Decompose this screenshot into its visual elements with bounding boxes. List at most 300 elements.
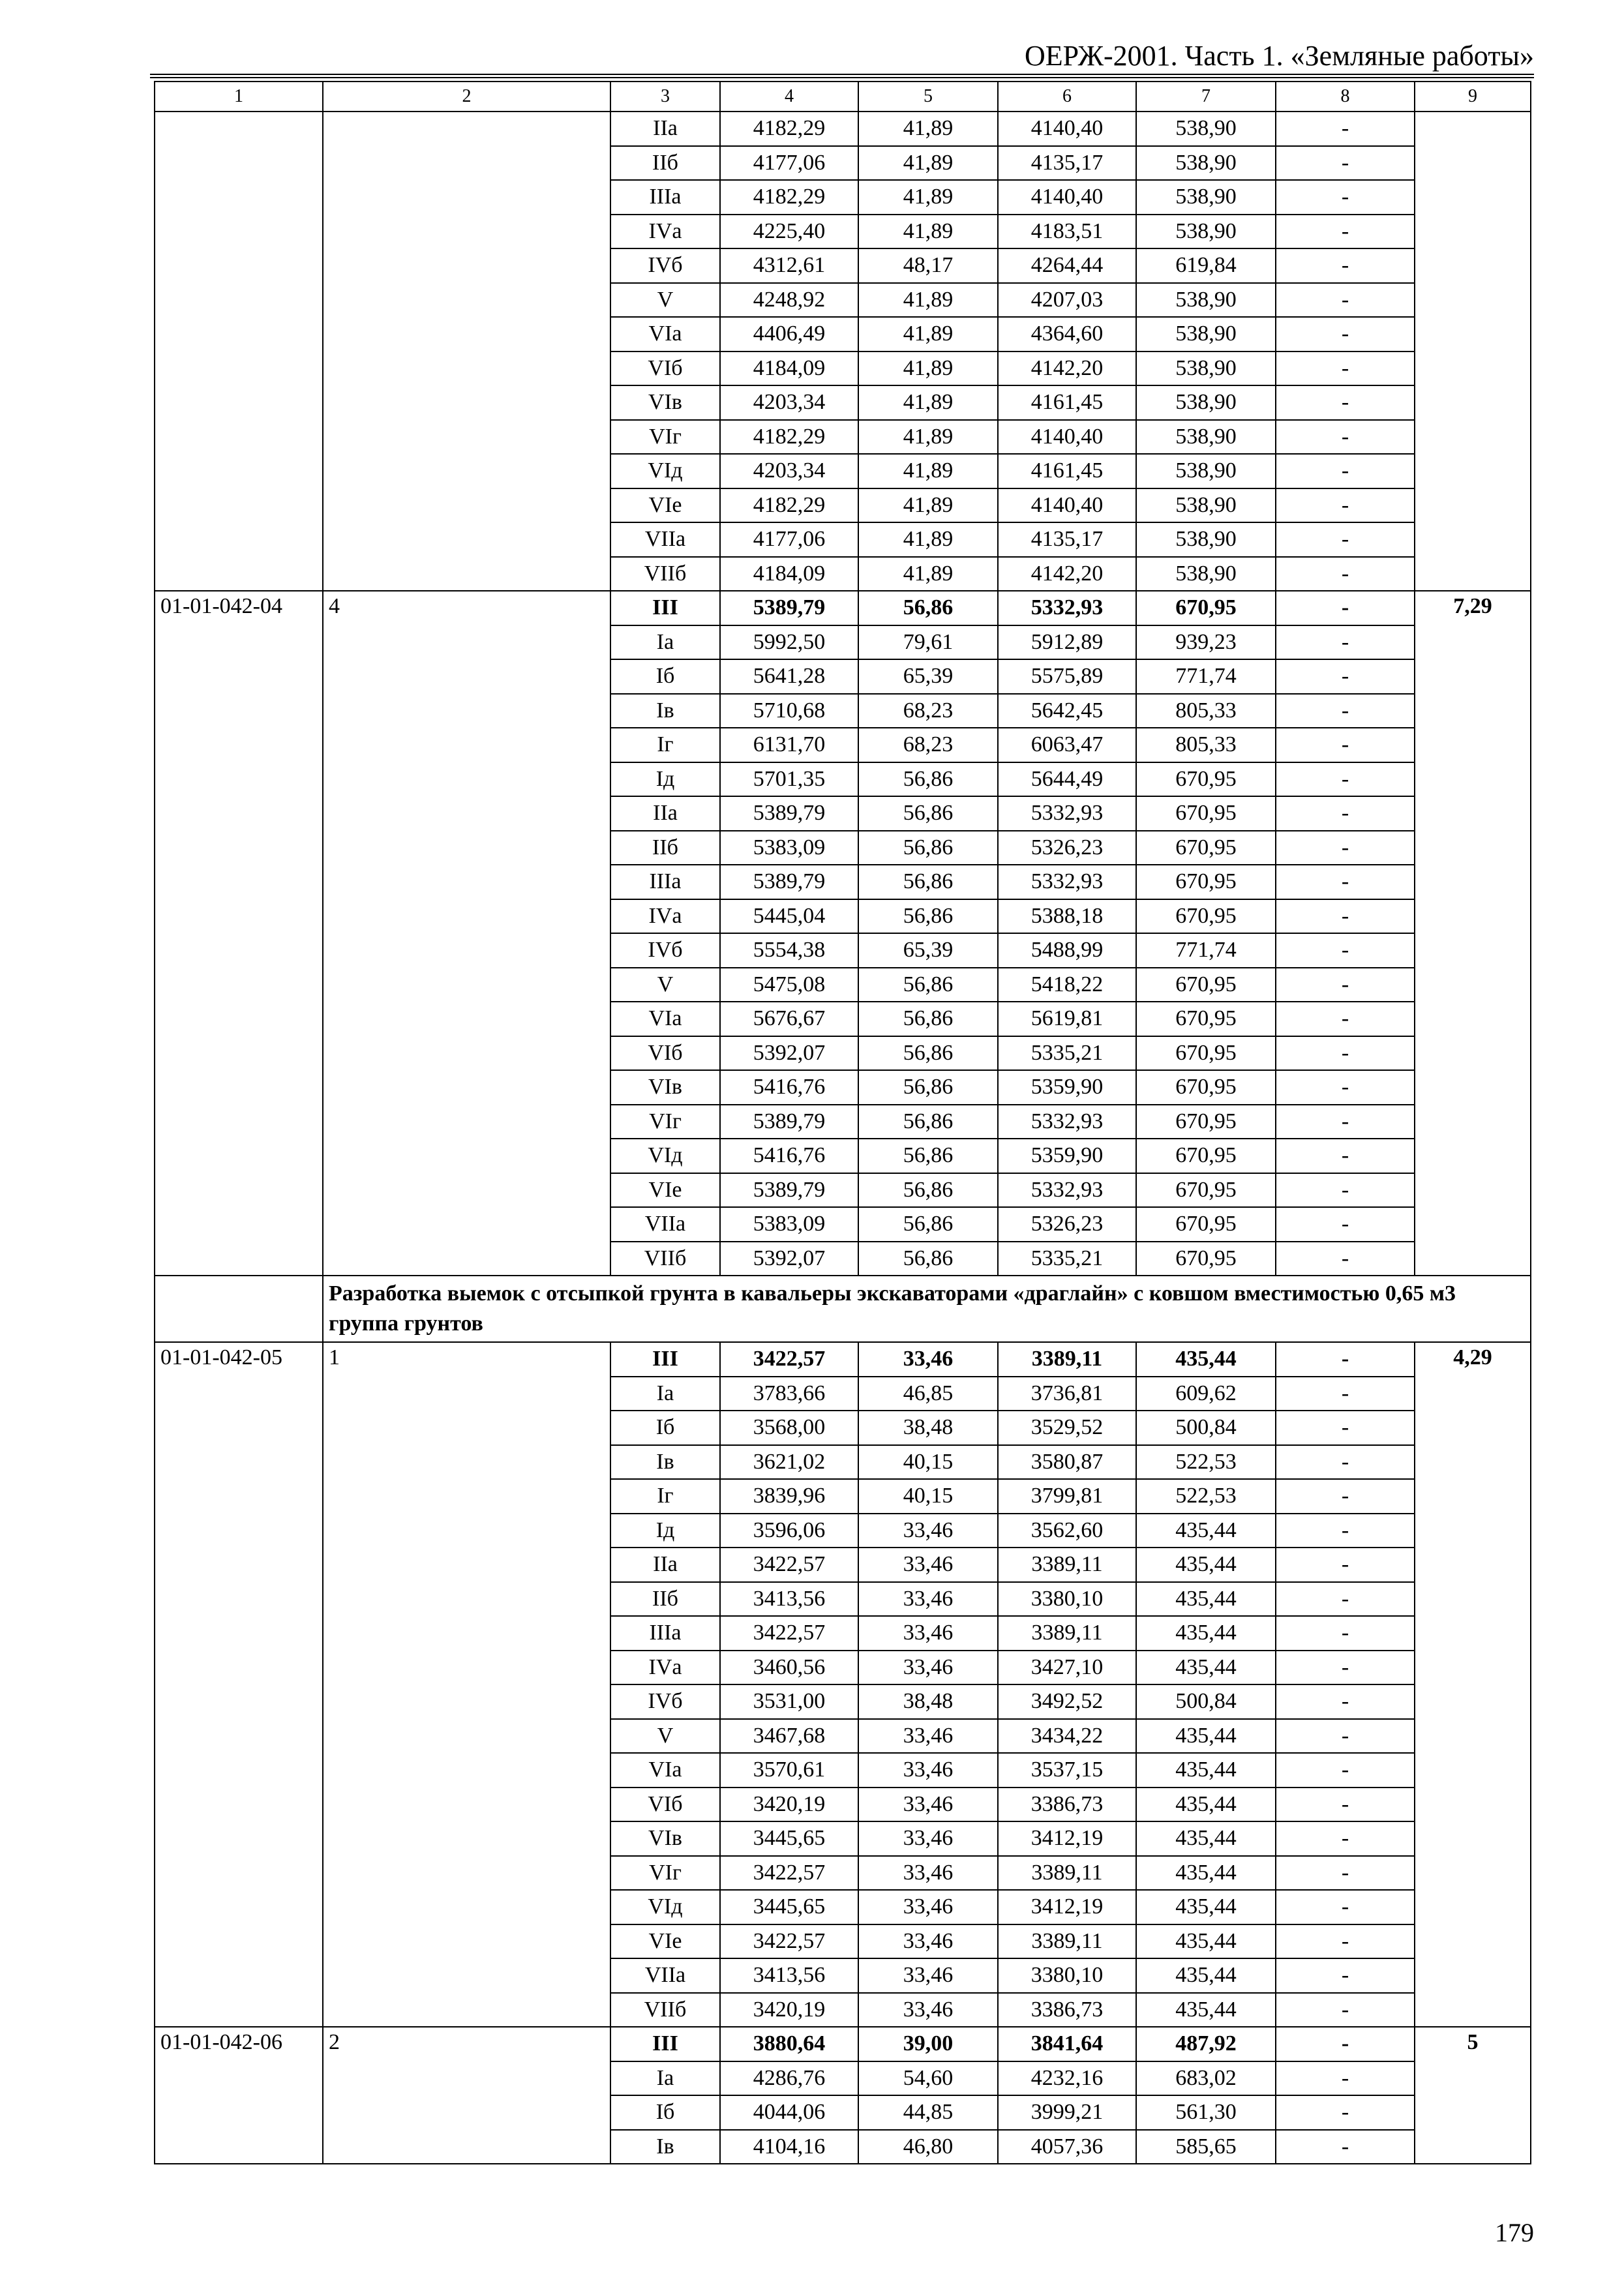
value-cell: 435,44: [1136, 1651, 1276, 1685]
value-cell: 4207,03: [998, 283, 1136, 318]
value-cell: -: [1276, 454, 1415, 488]
region-zone-cell: Iв: [610, 694, 720, 728]
region-zone-cell: VIIб: [610, 1242, 720, 1276]
value-cell: -: [1276, 968, 1415, 1002]
value-cell: 56,86: [858, 1173, 998, 1208]
value-cell: 771,74: [1136, 659, 1276, 694]
value-cell: 5392,07: [720, 1242, 858, 1276]
value-cell: 4184,09: [720, 557, 858, 591]
value-cell: 4057,36: [998, 2130, 1136, 2164]
value-cell: 3386,73: [998, 1993, 1136, 2027]
region-zone-cell: IVб: [610, 933, 720, 968]
region-zone-cell: VIд: [610, 454, 720, 488]
value-cell: 3380,10: [998, 1958, 1136, 1993]
region-zone-cell: Iб: [610, 2095, 720, 2130]
value-cell: 65,39: [858, 933, 998, 968]
value-cell: -: [1276, 1582, 1415, 1617]
region-zone-cell: VIIа: [610, 1207, 720, 1242]
labor-cost-cell: 7,29: [1415, 591, 1531, 1276]
region-zone-cell: V: [610, 968, 720, 1002]
value-cell: -: [1276, 796, 1415, 831]
value-cell: 4182,29: [720, 180, 858, 215]
value-cell: 435,44: [1136, 1993, 1276, 2027]
value-cell: 5445,04: [720, 899, 858, 934]
value-cell: -: [1276, 1924, 1415, 1959]
region-zone-cell: V: [610, 1719, 720, 1754]
labor-cost-cell: [1415, 112, 1531, 591]
value-cell: 4264,44: [998, 248, 1136, 283]
value-cell: 68,23: [858, 694, 998, 728]
value-cell: 3529,52: [998, 1411, 1136, 1445]
value-cell: 435,44: [1136, 1788, 1276, 1822]
value-cell: 435,44: [1136, 1924, 1276, 1959]
soil-group: 2: [323, 2027, 610, 2164]
value-cell: 670,95: [1136, 591, 1276, 625]
value-cell: 4182,29: [720, 112, 858, 146]
region-zone-cell: VIа: [610, 1002, 720, 1036]
value-cell: 41,89: [858, 522, 998, 557]
value-cell: 435,44: [1136, 1753, 1276, 1788]
value-cell: 5332,93: [998, 865, 1136, 899]
value-cell: 487,92: [1136, 2027, 1276, 2061]
value-cell: 3422,57: [720, 1342, 858, 1377]
value-cell: -: [1276, 865, 1415, 899]
soil-group: 4: [323, 591, 610, 1276]
value-cell: 3467,68: [720, 1719, 858, 1754]
region-zone-cell: VIв: [610, 1070, 720, 1105]
value-cell: 56,86: [858, 1242, 998, 1276]
value-cell: 5644,49: [998, 762, 1136, 797]
value-cell: 670,95: [1136, 1173, 1276, 1208]
value-cell: -: [1276, 762, 1415, 797]
value-cell: 5392,07: [720, 1036, 858, 1071]
value-cell: 435,44: [1136, 1548, 1276, 1582]
region-zone-cell: Iб: [610, 1411, 720, 1445]
value-cell: 56,86: [858, 1207, 998, 1242]
value-cell: 4203,34: [720, 385, 858, 420]
value-cell: 609,62: [1136, 1377, 1276, 1411]
value-cell: 3596,06: [720, 1514, 858, 1548]
value-cell: -: [1276, 659, 1415, 694]
value-cell: 3621,02: [720, 1445, 858, 1480]
value-cell: 4182,29: [720, 488, 858, 523]
value-cell: 3839,96: [720, 1479, 858, 1514]
value-cell: 538,90: [1136, 146, 1276, 181]
value-cell: 4286,76: [720, 2061, 858, 2096]
value-cell: 6131,70: [720, 728, 858, 762]
value-cell: 79,61: [858, 625, 998, 660]
value-cell: 3389,11: [998, 1856, 1136, 1891]
value-cell: -: [1276, 1242, 1415, 1276]
value-cell: 5642,45: [998, 694, 1136, 728]
value-cell: -: [1276, 2027, 1415, 2061]
value-cell: 33,46: [858, 1753, 998, 1788]
value-cell: 4140,40: [998, 112, 1136, 146]
table-row: [155, 1342, 1531, 1377]
value-cell: 670,95: [1136, 1242, 1276, 1276]
value-cell: -: [1276, 1753, 1415, 1788]
value-cell: 4135,17: [998, 522, 1136, 557]
value-cell: 56,86: [858, 796, 998, 831]
value-cell: 5710,68: [720, 694, 858, 728]
column-number: 8: [1276, 82, 1415, 112]
value-cell: 538,90: [1136, 112, 1276, 146]
value-cell: -: [1276, 1719, 1415, 1754]
value-cell: -: [1276, 728, 1415, 762]
value-cell: 56,86: [858, 1105, 998, 1139]
value-cell: 48,17: [858, 248, 998, 283]
value-cell: 33,46: [858, 1616, 998, 1651]
value-cell: 5554,38: [720, 933, 858, 968]
region-zone-cell: IIIа: [610, 180, 720, 215]
value-cell: 5359,90: [998, 1139, 1136, 1173]
value-cell: 670,95: [1136, 865, 1276, 899]
value-cell: 5416,76: [720, 1139, 858, 1173]
value-cell: 4312,61: [720, 248, 858, 283]
value-cell: -: [1276, 1616, 1415, 1651]
value-cell: 435,44: [1136, 1958, 1276, 1993]
value-cell: 68,23: [858, 728, 998, 762]
value-cell: 3412,19: [998, 1890, 1136, 1924]
rate-code: 01-01-042-06: [155, 2027, 323, 2164]
value-cell: -: [1276, 1173, 1415, 1208]
value-cell: 5335,21: [998, 1036, 1136, 1071]
value-cell: 5383,09: [720, 831, 858, 865]
region-zone-cell: IVа: [610, 899, 720, 934]
value-cell: 5389,79: [720, 1105, 858, 1139]
table-row: [155, 2027, 1531, 2061]
region-zone-cell: Iв: [610, 2130, 720, 2164]
value-cell: 3420,19: [720, 1993, 858, 2027]
value-cell: 3841,64: [998, 2027, 1136, 2061]
value-cell: 3434,22: [998, 1719, 1136, 1754]
value-cell: 44,85: [858, 2095, 998, 2130]
region-zone-cell: VIб: [610, 1788, 720, 1822]
region-zone-cell: III: [610, 1342, 720, 1377]
value-cell: 5992,50: [720, 625, 858, 660]
value-cell: 56,86: [858, 1036, 998, 1071]
value-cell: 56,86: [858, 1139, 998, 1173]
value-cell: -: [1276, 146, 1415, 181]
region-zone-cell: VIе: [610, 1173, 720, 1208]
value-cell: -: [1276, 1105, 1415, 1139]
value-cell: 4142,20: [998, 352, 1136, 386]
region-zone-cell: Iг: [610, 728, 720, 762]
value-cell: 6063,47: [998, 728, 1136, 762]
labor-cost-cell: 4,29: [1415, 1342, 1531, 2027]
region-zone-cell: Iб: [610, 659, 720, 694]
value-cell: 3422,57: [720, 1856, 858, 1891]
region-zone-cell: IVа: [610, 215, 720, 249]
region-zone-cell: Iа: [610, 625, 720, 660]
value-cell: 4104,16: [720, 2130, 858, 2164]
value-cell: 38,48: [858, 1684, 998, 1719]
region-zone-cell: Iв: [610, 1445, 720, 1480]
value-cell: 3422,57: [720, 1616, 858, 1651]
value-cell: -: [1276, 2061, 1415, 2096]
value-cell: 5641,28: [720, 659, 858, 694]
value-cell: -: [1276, 248, 1415, 283]
region-zone-cell: IIа: [610, 112, 720, 146]
rate-code: 01-01-042-05: [155, 1342, 323, 2027]
region-zone-cell: IVб: [610, 1684, 720, 1719]
value-cell: 585,65: [1136, 2130, 1276, 2164]
region-zone-cell: IIа: [610, 796, 720, 831]
value-cell: 65,39: [858, 659, 998, 694]
value-cell: 805,33: [1136, 728, 1276, 762]
value-cell: 41,89: [858, 488, 998, 523]
rate-code: [155, 112, 323, 591]
region-zone-cell: VIIа: [610, 1958, 720, 1993]
region-zone-cell: IIIа: [610, 1616, 720, 1651]
region-zone-cell: VIб: [610, 352, 720, 386]
region-zone-cell: VIд: [610, 1139, 720, 1173]
value-cell: 3422,57: [720, 1548, 858, 1582]
table-body: [155, 82, 1531, 2164]
value-cell: -: [1276, 180, 1415, 215]
value-cell: 435,44: [1136, 1514, 1276, 1548]
value-cell: 3492,52: [998, 1684, 1136, 1719]
region-zone-cell: V: [610, 283, 720, 318]
value-cell: 435,44: [1136, 1582, 1276, 1617]
value-cell: 538,90: [1136, 488, 1276, 523]
value-cell: -: [1276, 488, 1415, 523]
value-cell: 38,48: [858, 1411, 998, 1445]
value-cell: 670,95: [1136, 831, 1276, 865]
section-heading: Разработка выемок с отсыпкой грунта в кавальеры экскаваторами «драглайн» с ковшом вместимостью 0,65 м3 группа грунтов: [323, 1276, 1531, 1342]
region-zone-cell: VIв: [610, 1821, 720, 1856]
value-cell: 4142,20: [998, 557, 1136, 591]
value-cell: 3445,65: [720, 1821, 858, 1856]
value-cell: 33,46: [858, 1958, 998, 1993]
value-cell: 670,95: [1136, 1070, 1276, 1105]
column-number: 7: [1136, 82, 1276, 112]
value-cell: 5332,93: [998, 796, 1136, 831]
value-cell: -: [1276, 522, 1415, 557]
value-cell: 3380,10: [998, 1582, 1136, 1617]
region-zone-cell: VIб: [610, 1036, 720, 1071]
value-cell: 4161,45: [998, 385, 1136, 420]
region-zone-cell: Iа: [610, 1377, 720, 1411]
region-zone-cell: IIб: [610, 146, 720, 181]
value-cell: -: [1276, 2130, 1415, 2164]
value-cell: 435,44: [1136, 1821, 1276, 1856]
value-cell: 33,46: [858, 1821, 998, 1856]
value-cell: 39,00: [858, 2027, 998, 2061]
value-cell: 3427,10: [998, 1651, 1136, 1685]
region-zone-cell: Iг: [610, 1479, 720, 1514]
value-cell: 522,53: [1136, 1479, 1276, 1514]
value-cell: 33,46: [858, 1548, 998, 1582]
value-cell: 435,44: [1136, 1342, 1276, 1377]
value-cell: 33,46: [858, 1582, 998, 1617]
value-cell: 4182,29: [720, 420, 858, 455]
value-cell: -: [1276, 385, 1415, 420]
value-cell: 46,80: [858, 2130, 998, 2164]
value-cell: 41,89: [858, 180, 998, 215]
value-cell: -: [1276, 1821, 1415, 1856]
value-cell: -: [1276, 899, 1415, 934]
value-cell: 4364,60: [998, 317, 1136, 352]
value-cell: -: [1276, 933, 1415, 968]
value-cell: 538,90: [1136, 385, 1276, 420]
value-cell: 500,84: [1136, 1684, 1276, 1719]
value-cell: -: [1276, 1788, 1415, 1822]
value-cell: 56,86: [858, 865, 998, 899]
value-cell: 4406,49: [720, 317, 858, 352]
region-zone-cell: VIа: [610, 1753, 720, 1788]
value-cell: 56,86: [858, 831, 998, 865]
value-cell: 3562,60: [998, 1514, 1136, 1548]
value-cell: 5418,22: [998, 968, 1136, 1002]
value-cell: 4248,92: [720, 283, 858, 318]
value-cell: 41,89: [858, 317, 998, 352]
value-cell: 670,95: [1136, 762, 1276, 797]
value-cell: 4232,16: [998, 2061, 1136, 2096]
value-cell: 56,86: [858, 591, 998, 625]
value-cell: 670,95: [1136, 968, 1276, 1002]
value-cell: 3783,66: [720, 1377, 858, 1411]
value-cell: 5335,21: [998, 1242, 1136, 1276]
value-cell: 40,15: [858, 1445, 998, 1480]
value-cell: 4161,45: [998, 454, 1136, 488]
value-cell: 5389,79: [720, 796, 858, 831]
value-cell: 56,86: [858, 762, 998, 797]
value-cell: 5383,09: [720, 1207, 858, 1242]
region-zone-cell: IVа: [610, 1651, 720, 1685]
value-cell: 4177,06: [720, 522, 858, 557]
value-cell: 5326,23: [998, 1207, 1136, 1242]
value-cell: 538,90: [1136, 420, 1276, 455]
value-cell: 33,46: [858, 1890, 998, 1924]
region-zone-cell: VIг: [610, 1105, 720, 1139]
value-cell: 5332,93: [998, 1105, 1136, 1139]
value-cell: 670,95: [1136, 1105, 1276, 1139]
column-number: 1: [155, 82, 323, 112]
value-cell: 435,44: [1136, 1719, 1276, 1754]
value-cell: 3570,61: [720, 1753, 858, 1788]
value-cell: 3445,65: [720, 1890, 858, 1924]
value-cell: 538,90: [1136, 522, 1276, 557]
region-zone-cell: III: [610, 591, 720, 625]
value-cell: 41,89: [858, 557, 998, 591]
value-cell: 41,89: [858, 454, 998, 488]
value-cell: -: [1276, 557, 1415, 591]
region-zone-cell: VIе: [610, 1924, 720, 1959]
value-cell: 3412,19: [998, 1821, 1136, 1856]
value-cell: 3531,00: [720, 1684, 858, 1719]
value-cell: -: [1276, 1377, 1415, 1411]
value-cell: 41,89: [858, 385, 998, 420]
value-cell: 5332,93: [998, 591, 1136, 625]
value-cell: 40,15: [858, 1479, 998, 1514]
value-cell: 33,46: [858, 1514, 998, 1548]
value-cell: 33,46: [858, 1719, 998, 1754]
value-cell: 5475,08: [720, 968, 858, 1002]
value-cell: 3413,56: [720, 1582, 858, 1617]
region-zone-cell: VIв: [610, 385, 720, 420]
value-cell: 5619,81: [998, 1002, 1136, 1036]
value-cell: 670,95: [1136, 1036, 1276, 1071]
value-cell: 4140,40: [998, 180, 1136, 215]
value-cell: 619,84: [1136, 248, 1276, 283]
value-cell: 3736,81: [998, 1377, 1136, 1411]
value-cell: 3386,73: [998, 1788, 1136, 1822]
region-zone-cell: VIг: [610, 1856, 720, 1891]
column-number: 3: [610, 82, 720, 112]
region-zone-cell: VIг: [610, 420, 720, 455]
value-cell: 3413,56: [720, 1958, 858, 1993]
value-cell: 435,44: [1136, 1616, 1276, 1651]
value-cell: -: [1276, 1445, 1415, 1480]
region-zone-cell: IIIа: [610, 865, 720, 899]
value-cell: 56,86: [858, 899, 998, 934]
value-cell: 5359,90: [998, 1070, 1136, 1105]
value-cell: -: [1276, 1856, 1415, 1891]
value-cell: 4135,17: [998, 146, 1136, 181]
value-cell: 3799,81: [998, 1479, 1136, 1514]
price-table: [154, 81, 1531, 2164]
value-cell: 538,90: [1136, 352, 1276, 386]
value-cell: 54,60: [858, 2061, 998, 2096]
region-zone-cell: VIе: [610, 488, 720, 523]
value-cell: 5575,89: [998, 659, 1136, 694]
value-cell: 3420,19: [720, 1788, 858, 1822]
soil-group: [323, 112, 610, 591]
value-cell: 41,89: [858, 146, 998, 181]
value-cell: 670,95: [1136, 1139, 1276, 1173]
value-cell: -: [1276, 1411, 1415, 1445]
region-zone-cell: VIд: [610, 1890, 720, 1924]
region-zone-cell: IIб: [610, 831, 720, 865]
value-cell: 33,46: [858, 1993, 998, 2027]
value-cell: 3460,56: [720, 1651, 858, 1685]
value-cell: 683,02: [1136, 2061, 1276, 2096]
value-cell: 670,95: [1136, 1207, 1276, 1242]
value-cell: 33,46: [858, 1856, 998, 1891]
value-cell: -: [1276, 625, 1415, 660]
table-row: [155, 112, 1531, 146]
column-number: 2: [323, 82, 610, 112]
value-cell: 4183,51: [998, 215, 1136, 249]
value-cell: 41,89: [858, 215, 998, 249]
column-number: 5: [858, 82, 998, 112]
table-row: [155, 591, 1531, 625]
value-cell: 435,44: [1136, 1856, 1276, 1891]
value-cell: 538,90: [1136, 283, 1276, 318]
value-cell: -: [1276, 694, 1415, 728]
region-zone-cell: VIIб: [610, 557, 720, 591]
value-cell: 41,89: [858, 352, 998, 386]
value-cell: 3389,11: [998, 1616, 1136, 1651]
value-cell: 538,90: [1136, 317, 1276, 352]
value-cell: 670,95: [1136, 1002, 1276, 1036]
value-cell: 522,53: [1136, 1445, 1276, 1480]
value-cell: 4140,40: [998, 488, 1136, 523]
value-cell: 805,33: [1136, 694, 1276, 728]
value-cell: 4184,09: [720, 352, 858, 386]
region-zone-cell: VIIа: [610, 522, 720, 557]
value-cell: -: [1276, 1207, 1415, 1242]
value-cell: 3389,11: [998, 1924, 1136, 1959]
region-zone-cell: III: [610, 2027, 720, 2061]
value-cell: 3389,11: [998, 1342, 1136, 1377]
region-zone-cell: Iд: [610, 762, 720, 797]
region-zone-cell: VIа: [610, 317, 720, 352]
value-cell: 3389,11: [998, 1548, 1136, 1582]
value-cell: -: [1276, 1139, 1415, 1173]
value-cell: -: [1276, 1036, 1415, 1071]
